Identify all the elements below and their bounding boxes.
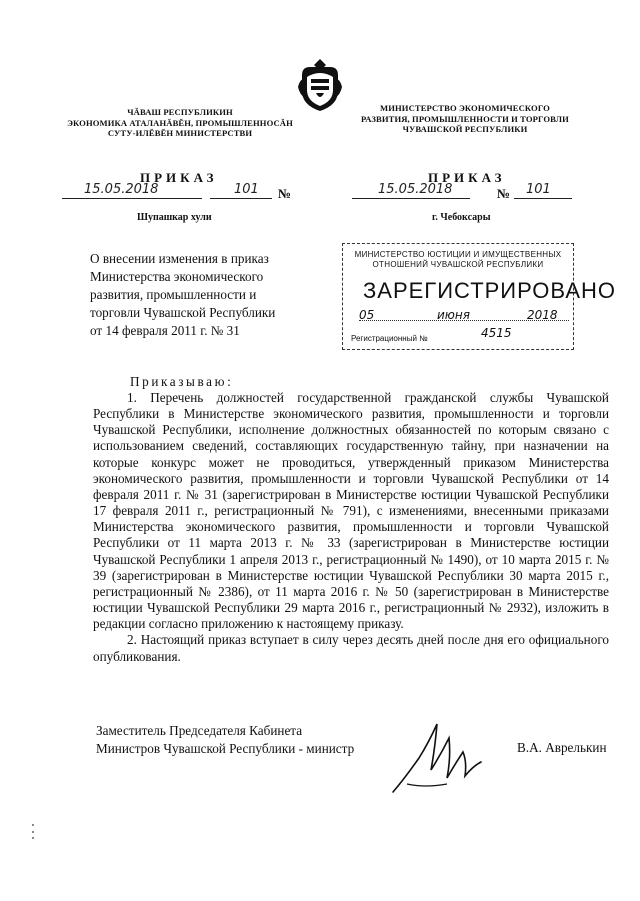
stamp-date-month: июня <box>437 308 470 322</box>
number-line-right <box>514 184 572 199</box>
order-word-right: ПРИКАЗ <box>428 170 506 185</box>
stamp-line-2: ОТНОШЕНИЙ ЧУВАШСКОЙ РЕСПУБЛИКИ <box>372 260 544 269</box>
ministry-header-chuvash <box>60 107 300 139</box>
header-line: РАЗВИТИЯ, ПРОМЫШЛЕННОСТИ И ТОРГОВЛИ <box>361 113 569 124</box>
order-word-left: ПРИКАЗ <box>140 170 218 185</box>
margin-marks <box>30 822 36 842</box>
coat-of-arms-emblem <box>296 57 344 113</box>
handwritten-signature <box>385 718 495 800</box>
order-title <box>90 250 306 340</box>
order-number-right: 101 <box>526 182 551 197</box>
date-line-right <box>352 184 470 199</box>
title-line: от 14 февраля 2011 г. № 31 <box>90 323 240 338</box>
number-line-left <box>210 184 272 199</box>
signatory-role-line: Министров Чувашской Республики - министр <box>96 741 355 756</box>
stamp-registered: ЗАРЕГИСТРИРОВАНО <box>363 278 617 303</box>
signatory-role-line: Заместитель Председателя Кабинета <box>96 723 303 738</box>
stamp-reg-number: 4515 <box>481 326 512 340</box>
order-directive-word: Приказываю: <box>130 374 234 389</box>
header-line: ЭКОНОМИКА АТАЛАНĂВĔН, ПРОМЫШЛЕННОСĂН <box>67 117 293 128</box>
order-date-left: 15.05.2018 <box>84 182 159 197</box>
paragraph-1: 1. Перечень должностей государственной гражданской службы Чувашской Республики в Министерстве экономического развития, промышленности и торговли Чувашской Республики, исполнение должностных обязанностей по которым связано с использованием сведений, составляющих государственную тайну, при назначении на которые конкурс может не проводиться, утвержденный приказом Министерства экономического развития, промышленности и торговли Чувашской Республики от 14 февраля 2011 г. № 31 (зарегистрирован в Министерстве юстиции Чувашской Республики 17 февраля 2011 г., регистрационный № 791), с изменениями, внесенными приказами Министерства экономического развития, промышленности и торговли Чувашской Республики от 11 марта 2013 г. № 33 (зарегистрирован в Министерстве юстиции Чувашской Республики 1 апреля 2013 г., регистрационный № 1490), от 10 марта 2015 г. № 39 (зарегистрирован в Министерстве юстиции Чувашской Республики 30 марта 2015 г., регистрационный № 2386), от 11 марта 2016 г. № 50 (зарегистрирован в Министерстве юстиции Чувашской Республики 29 марта 2016 г., регистрационный № 2932), изложить в редакции согласно приложению к настоящему приказу. <box>93 390 609 632</box>
title-line: торговли Чувашской Республики <box>90 305 276 320</box>
title-line: развития, промышленности и <box>90 287 257 302</box>
header-line: МИНИСТЕРСТВО ЭКОНОМИЧЕСКОГО <box>380 103 550 113</box>
signatory-name: В.А. Аврелькин <box>517 740 607 755</box>
place-right: г. Чебоксары <box>432 212 491 223</box>
stamp-line-1: МИНИСТЕРСТВО ЮСТИЦИИ И ИМУЩЕСТВЕННЫХ <box>354 250 562 259</box>
header-line: СУТУ-ИЛĔВĔН МИНИСТЕРСТВИ <box>107 128 253 138</box>
paragraph-2: 2. Настоящий приказ вступает в силу через десять дней после дня его официального опубликования. <box>93 632 609 664</box>
header-line: ЧУВАШСКОЙ РЕСПУБЛИКИ <box>402 124 528 134</box>
number-sign-left: № <box>278 186 292 201</box>
stamp-date-year: 2018 <box>527 308 558 322</box>
title-line: Министерства экономического <box>90 269 264 284</box>
order-date-right: 15.05.2018 <box>378 182 453 197</box>
order-body <box>93 390 609 665</box>
place-left: Шупашкар хули <box>137 212 212 223</box>
stamp-date-day: 05 <box>359 308 375 322</box>
title-line: О внесении изменения в приказ <box>90 251 269 266</box>
ministry-header-russian <box>340 103 590 135</box>
header-line: ЧĂВАШ РЕСПУБЛИКИН <box>127 107 233 117</box>
order-number-left: 101 <box>234 182 259 197</box>
date-line-left <box>62 184 202 199</box>
signatory-role <box>96 722 354 758</box>
registration-stamp <box>342 243 617 350</box>
number-sign-right: № <box>497 186 511 201</box>
stamp-reg-label: Регистрационный № <box>351 334 428 343</box>
